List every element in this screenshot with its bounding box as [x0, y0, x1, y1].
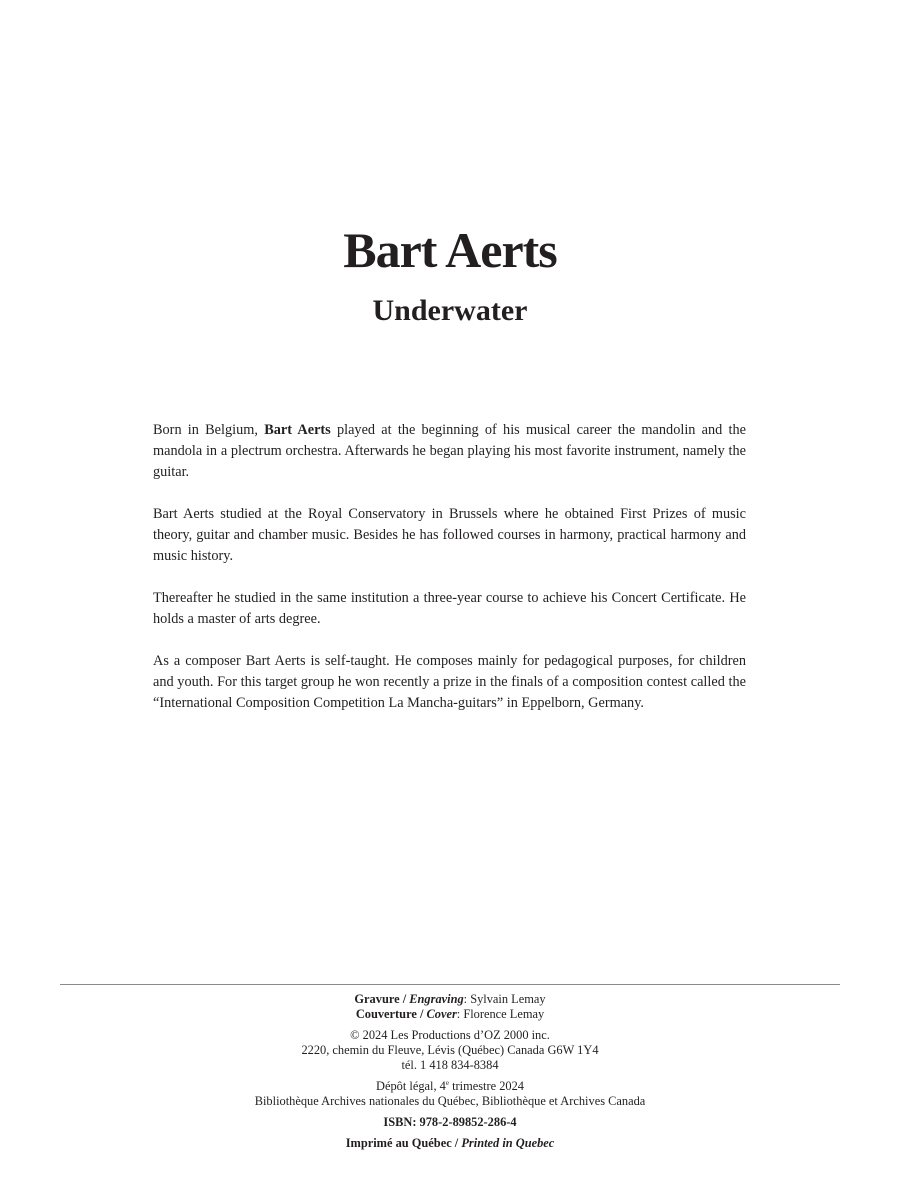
engraving-credit: Gravure / Engraving: Sylvain Lemay	[354, 992, 546, 1006]
publisher-info	[0, 1028, 900, 1073]
bio-p1-rest: played at the beginning of his musical career the mandolin and the mandola in a plectrum orchestra. Afterwards he began playing his most favorite instrument, namely the guitar.	[153, 422, 746, 480]
isbn-block	[0, 1115, 900, 1130]
publisher-phone: tél. 1 418 834-8384	[401, 1058, 499, 1072]
composer-biography	[153, 420, 746, 735]
piece-title: Underwater	[372, 294, 528, 327]
composer-name: Bart Aerts	[343, 222, 557, 278]
legal-deposit-date: Dépôt légal, 4e trimestre 2024	[376, 1078, 524, 1093]
cover-credit: Couverture / Cover: Florence Lemay	[355, 1007, 545, 1021]
bio-paragraph-3: Thereafter he studied in the same institution a three-year course to achieve his Concert Certificate. He holds a master of arts degree.	[153, 590, 746, 627]
publisher-address: 2220, chemin du Fleuve, Lévis (Québec) Canada G6W 1Y4	[301, 1043, 599, 1057]
bio-paragraph-1	[153, 420, 746, 483]
legal-deposit-libraries: Bibliothèque Archives nationales du Québec, Bibliothèque et Archives Canada	[254, 1094, 646, 1108]
bio-p1-name: Bart Aerts	[264, 422, 331, 438]
copyright: © 2024 Les Productions d’OZ 2000 inc.	[350, 1028, 550, 1042]
legal-deposit	[0, 1079, 900, 1109]
footer-divider	[60, 984, 840, 985]
bio-p1-intro: Born in Belgium,	[153, 422, 265, 438]
printed-in: Imprimé au Québec / Printed in Quebec	[345, 1136, 555, 1150]
bio-paragraph-4: As a composer Bart Aerts is self-taught. He composes mainly for pedagogical purposes, for children and youth. For this target group he won recently a prize in the finals of a composition contest called the “International Composition Competition La Mancha-guitars” in Eppelborn, Germany.	[153, 653, 746, 711]
credits	[0, 992, 900, 1022]
bio-paragraph-2: Bart Aerts studied at the Royal Conservatory in Brussels where he obtained First Prizes of music theory, guitar and chamber music. Besides he has followed courses in harmony, practical harmony and music history.	[153, 506, 746, 564]
colophon	[0, 992, 900, 1157]
isbn: ISBN: 978-2-89852-286-4	[383, 1115, 517, 1129]
